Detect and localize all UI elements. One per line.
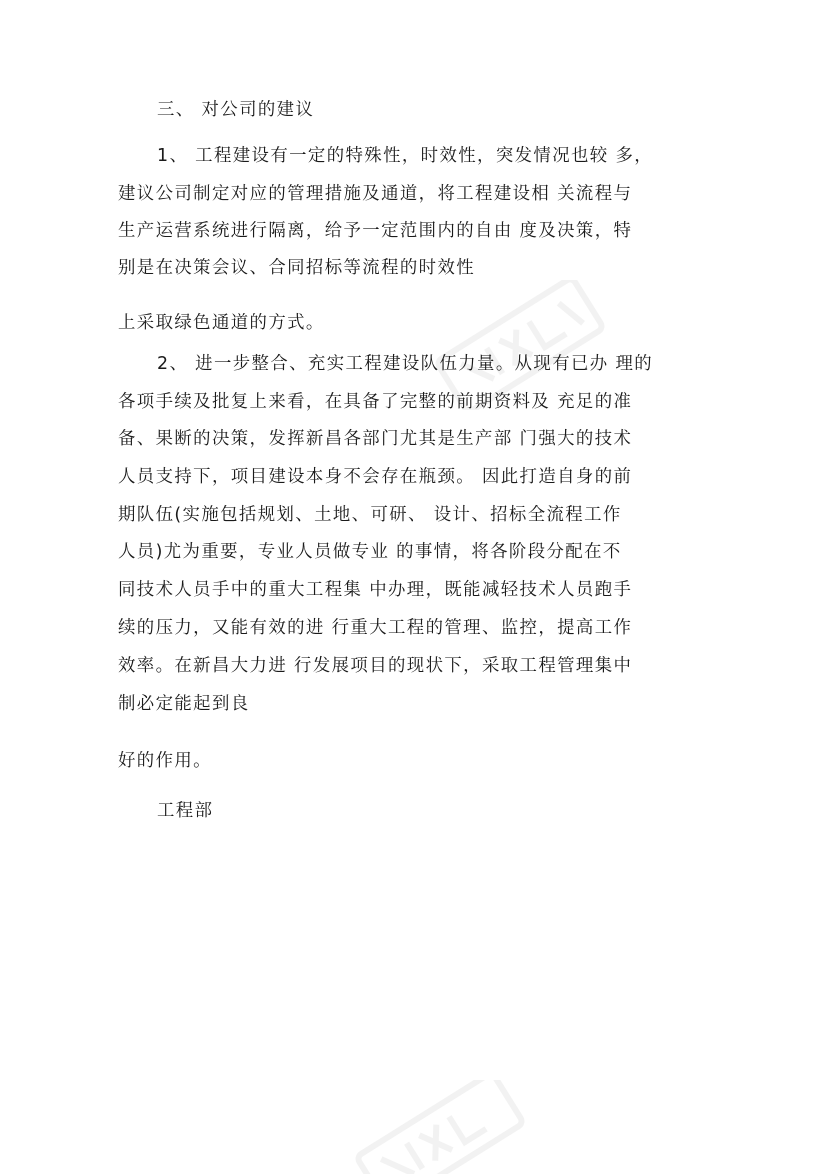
watermark-logo-icon [340, 1080, 540, 1174]
paragraph-line: 期队伍(实施包括规划、土地、可研、 设计、招标全流程工作 [118, 505, 622, 525]
paragraph-line: 建议公司制定对应的管理措施及通道，将工程建设相 关流程与 [118, 184, 633, 204]
section-heading: 三、 对公司的建议 [157, 100, 315, 120]
paragraph-line: 1、 工程建设有一定的特殊性，时效性，突发情况也较 多， [157, 146, 654, 166]
paragraph-line: 人员)尤为重要，专业人员做专业 的事情，将各阶段分配在不 [118, 542, 622, 562]
paragraph-line: 人员支持下，项目建设本身不会存在瓶颈。 因此打造自身的前 [118, 467, 633, 487]
paragraph-line: 备、果断的决策，发挥新昌各部门尤其是生产部 门强大的技术 [118, 429, 633, 449]
paragraph-line: 别是在决策会议、合同招标等流程的时效性 [118, 258, 476, 278]
paragraph-line: 上采取绿色通道的方式。 [118, 313, 325, 333]
paragraph-line: 生产运营系统进行隔离，给予一定范围内的自由 度及决策，特 [118, 221, 633, 241]
paragraph-line: 制必定能起到良 [118, 694, 250, 714]
paragraph-line: 同技术人员手中的重大工程集 中办理，既能减轻技术人员跑手 [118, 580, 633, 600]
paragraph-line: 好的作用。 [118, 751, 212, 771]
paragraph-line: 续的压力，又能有效的进 行重大工程的管理、监控，提高工作 [118, 618, 633, 638]
signature: 工程部 [157, 801, 214, 821]
paragraph-line: 2、 进一步整合、充实工程建设队伍力量。从现有已办 理的 [157, 354, 654, 374]
watermark-logo-icon [420, 280, 620, 410]
paragraph-line: 各项手续及批复上来看，在具备了完整的前期资料及 充足的准 [118, 392, 633, 412]
paragraph-line: 效率。在新昌大力进 行发展项目的现状下，采取工程管理集中 [118, 656, 633, 676]
